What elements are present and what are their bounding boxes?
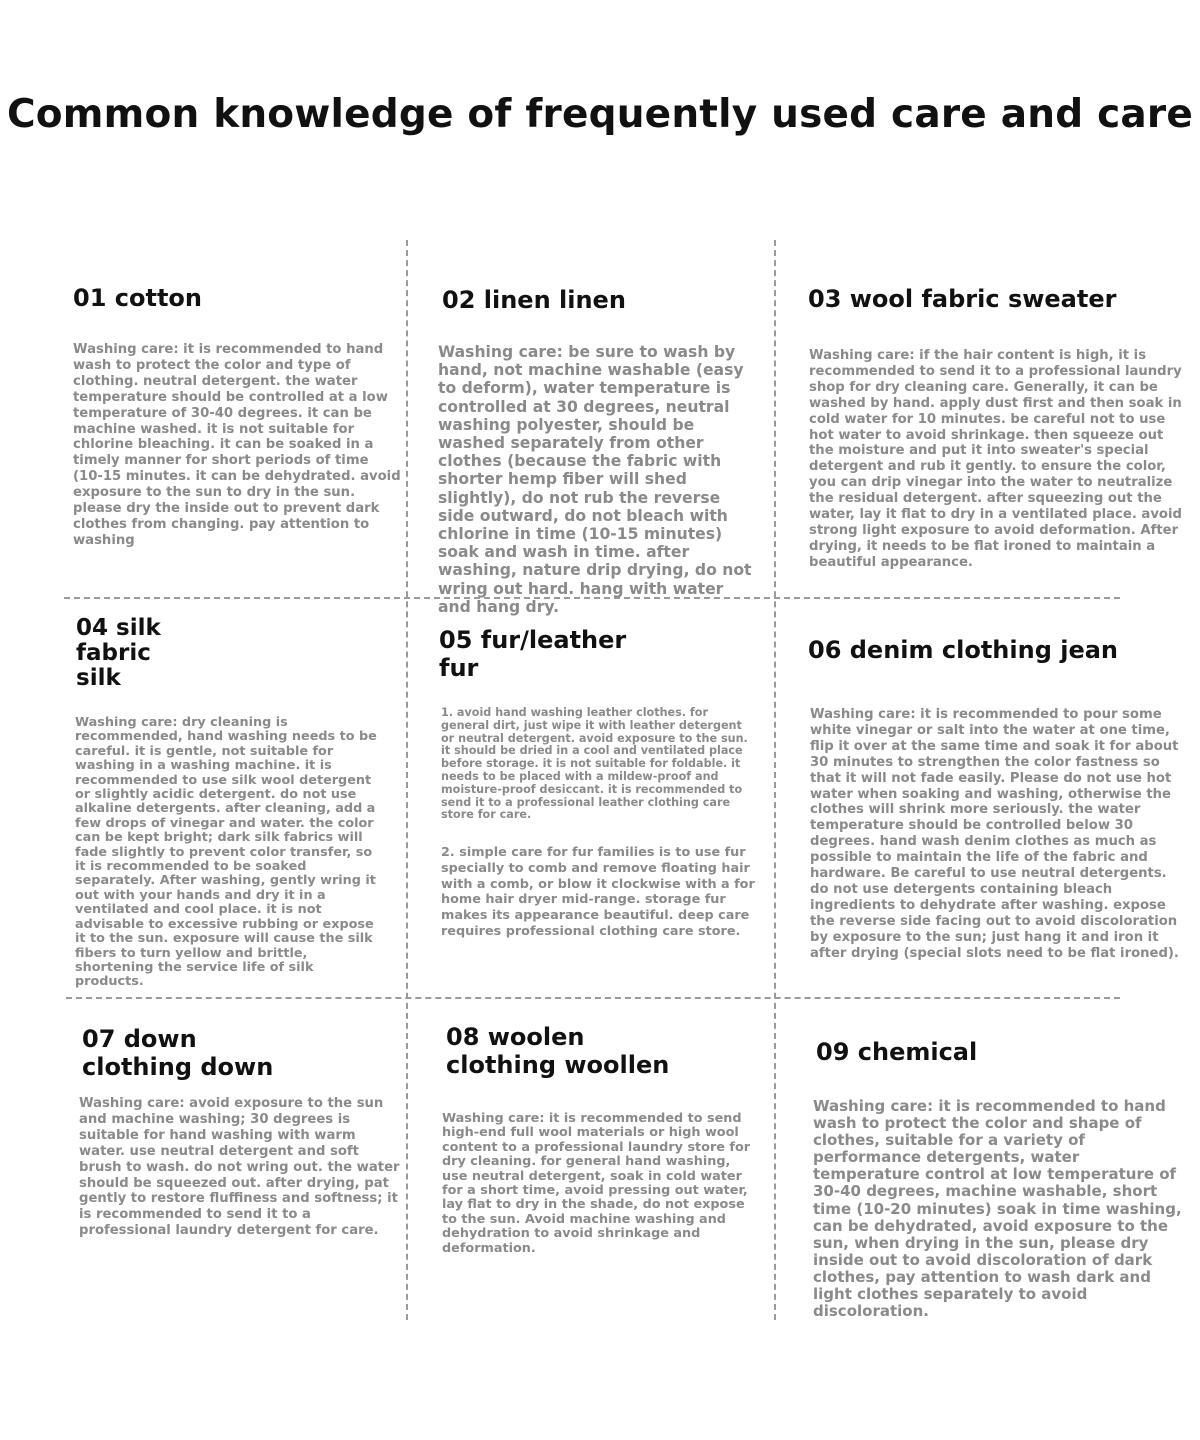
- cell-title-cotton: 01 cotton: [73, 284, 202, 312]
- cell-body-linen: Washing care: be sure to wash by hand, not machine washable (easy to deform), water temperature is controlled at 30 degrees, neutral washing polyester, should be washed separately from other clothes (because the fabric with shorter hemp fiber will shed slightly), do not rub the reverse side outward, do not bleach with chlorine in time (10-15 minutes) soak and wash in time. after washing, nature drip drying, do not wring out hard. hang with water and hang dry.: [438, 343, 752, 616]
- cell-title-down: 07 down clothing down: [82, 1025, 274, 1081]
- cell-body-woolen: Washing care: it is recommended to send high-end full wool materials or high wool content to a professional laundry store for dry cleaning. for general hand washing, use neutral detergent, soak in cold water for a short time, avoid pressing out water, lay flat to dry in the shade, do not expose to the sun. Avoid machine washing and dehydration to avoid shrinkage and deformation.: [442, 1111, 751, 1256]
- cell-body-chemical: Washing care: it is recommended to hand wash to protect the color and shape of clothes, suitable for a variety of performance detergents, water temperature control at low temperature of 30-40 degrees, machine washable, short time (10-20 minutes) soak in time washing, can be dehydrated, avoid exposure to the sun, when drying in the sun, please dry inside out to avoid discoloration of dark clothes, pay attention to wash dark and light clothes separately to avoid discoloration.: [813, 1097, 1182, 1321]
- cell-body-down: Washing care: avoid exposure to the sun and machine washing; 30 degrees is suitable for hand washing with warm water. use neutral detergent and soft brush to wash. do not wring out. the water should be squeezed out. after drying, pat gently to restore fluffiness and softness; it is recommended to send it to a professional laundry detergent for care.: [79, 1096, 400, 1239]
- cell-title-woolen: 08 woolen clothing woollen: [446, 1023, 670, 1079]
- cell-body-wool: Washing care: if the hair content is high, it is recommended to send it to a professional laundry shop for dry cleaning care. Generally, it can be washed by hand. apply dust first and then soak in cold water for 10 minutes. be careful not to use hot water to avoid shrinkage. then squeeze out the moisture and put it into sweater's special detergent and rub it gently. to ensure the color, you can drip vinegar into the water to neutralize the residual detergent. after squeezing out the water, lay it flat to dry in a ventilated place. avoid strong light exposure to avoid deformation. After drying, it needs to be flat ironed to maintain a beautiful appearance.: [809, 348, 1182, 570]
- cell-title-fur-leather: 05 fur/leather fur: [439, 626, 627, 682]
- cell-body-fur-leather-1: 1. avoid hand washing leather clothes. for general dirt, just wipe it with leather detergent or neutral detergent. avoid exposure to the sun. it should be dried in a cool and ventilated place before storage. it is not suitable for foldable. it needs to be placed with a mildew-proof and moisture-proof desiccant. it is recommended to send it to a professional leather clothing care store for care.: [441, 706, 748, 822]
- cell-body-silk: Washing care: dry cleaning is recommended, hand washing needs to be careful. it is gentle, not suitable for washing in a washing machine. it is recommended to use silk wool detergent or slightly acidic detergent. do not use alkaline detergents. after cleaning, add a few drops of vinegar and water. the color can be kept bright; dark silk fabrics will fade slightly to prevent color transfer, so it is recommended to be soaked separately. After washing, gently wring it out with your hands and dry it in a ventilated and cool place. it is not advisable to excessive rubbing or expose it to the sun. exposure will cause the silk fibers to turn yellow and brittle, shortening the service life of silk products.: [75, 715, 377, 990]
- cell-body-fur-leather-2: 2. simple care for fur families is to use fur specially to comb and remove floating hair with a comb, or blow it clockwise with a for home hair dryer mid-range. storage fur makes its appearance beautiful. deep care requires professional clothing care store.: [441, 845, 755, 939]
- cell-title-wool: 03 wool fabric sweater: [808, 285, 1117, 313]
- cell-title-linen: 02 linen linen: [442, 286, 626, 314]
- horizontal-divider-bottom: [66, 997, 1120, 999]
- cell-title-denim: 06 denim clothing jean: [808, 636, 1119, 664]
- vertical-divider-left: [406, 240, 408, 1320]
- cell-body-denim: Washing care: it is recommended to pour some white vinegar or salt into the water at one time, flip it over at the same time and soak it for about 30 minutes to strengthen the color fastness so that it will not fade easily. Please do not use hot water when soaking and washing, otherwise the clothes will shrink more seriously. the water temperature should be controlled below 30 degrees. hand wash denim clothes as much as possible to maintain the life of the fabric and hardware. Be careful to use neutral detergents. do not use detergents containing bleach ingredients to dehydrate after washing. expose the reverse side facing out to avoid discoloration by exposure to the sun; just hang it and iron it after drying (special slots need to be flat ironed).: [810, 707, 1179, 961]
- vertical-divider-right: [774, 240, 776, 1320]
- cell-title-silk: 04 silk fabric silk: [76, 615, 161, 691]
- cell-title-chemical: 09 chemical: [816, 1038, 978, 1066]
- cell-body-cotton: Washing care: it is recommended to hand wash to protect the color and type of clothing. neutral detergent. the water temperature should be controlled at a low temperature of 30-40 degrees. it can be machine washed. it is not suitable for chlorine bleaching. it can be soaked in a timely manner for short periods of time (10-15 minutes. it can be dehydrated. avoid exposure to the sun to dry in the sun. please dry the inside out to prevent dark clothes from changing. pay attention to washing: [73, 342, 401, 548]
- page-title: Common knowledge of frequently used care and care: [6, 92, 1194, 137]
